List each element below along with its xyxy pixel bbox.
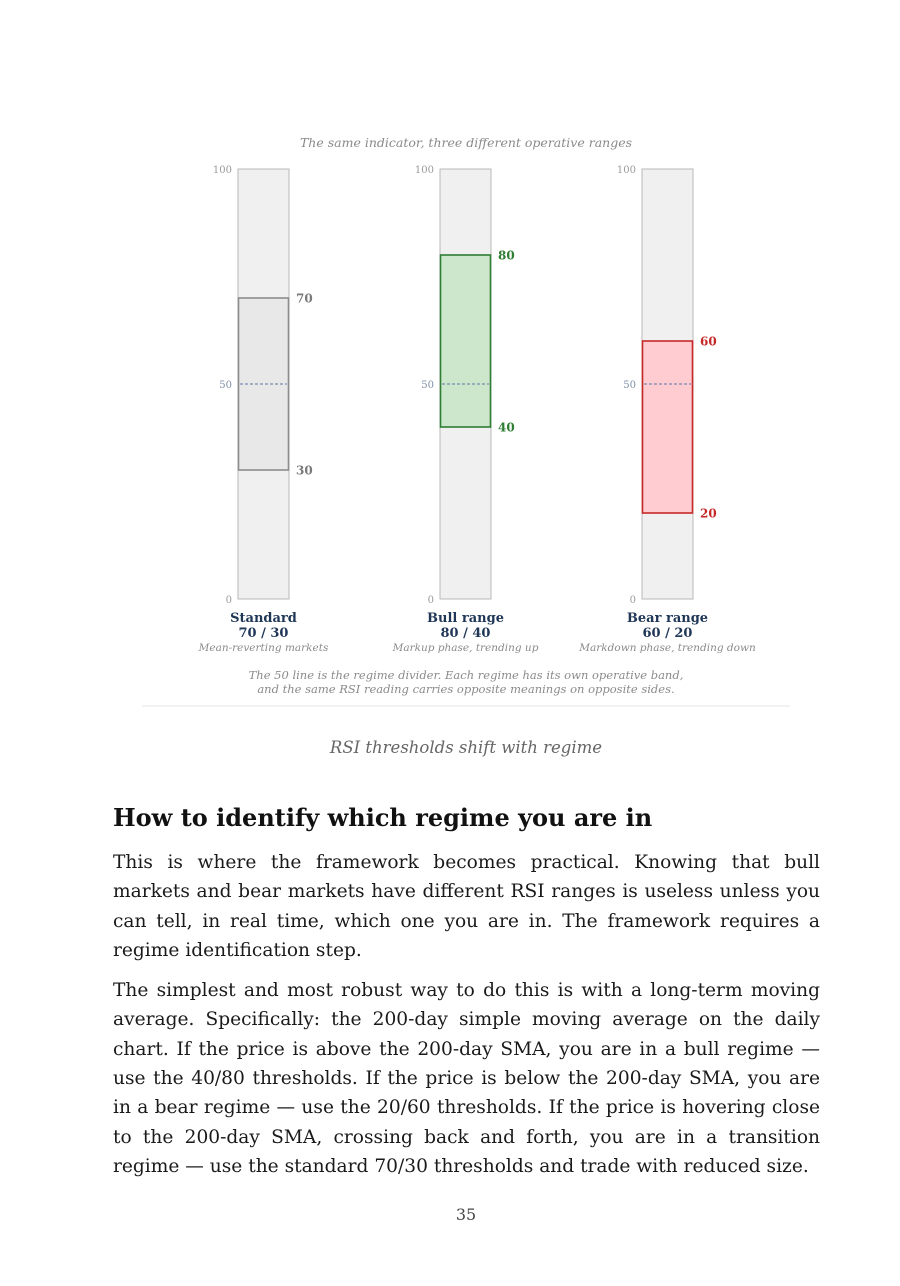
figure-subtitle: The same indicator, three different operative ranges	[299, 135, 633, 150]
page-number: 35	[455, 1205, 477, 1224]
standard-low-label: 30	[296, 463, 313, 478]
standard-description: Mean-reverting markets	[198, 642, 329, 654]
bear-range-tick-50: 50	[623, 380, 636, 391]
bull-range-high-label: 80	[498, 248, 515, 263]
chart-panels	[198, 165, 756, 654]
bear-range-thresholds: 60 / 20	[642, 626, 693, 641]
bear-range-name: Bear range	[626, 611, 709, 626]
bear-range-band	[643, 341, 693, 513]
bull-range-low-label: 40	[498, 420, 515, 435]
section-heading: How to identify which regime you are in	[113, 803, 653, 832]
bull-range-description: Markup phase, trending up	[392, 642, 539, 654]
bull-range-tick-100: 100	[414, 165, 434, 176]
bear-range-low-label: 20	[700, 506, 717, 521]
bear-range-description: Markdown phase, trending down	[579, 642, 756, 654]
bear-range-tick-0: 0	[629, 595, 636, 606]
standard-tick-0: 0	[225, 595, 232, 606]
standard-tick-100: 100	[212, 165, 232, 176]
paragraph-2: The simplest and most robust way to do this is with a long-term moving average. Specifically: the 200-day simple moving average on the daily chart. If the price is above the 200-day SMA, you are in a bull regime — use the 40/80 thresholds. If the price is below the 200-day SMA, you are in a bear regime — use the 20/60 thresholds. If the price is hovering close to the 200-day SMA, crossing back and forth, you are in a transition regime — use the standard 70/30 thresholds and trade with reduced size.	[113, 980, 820, 1177]
figure-footnote-line-2: and the same RSI reading carries opposite meanings on opposite sides.	[257, 682, 675, 696]
standard-name: Standard	[230, 611, 297, 626]
standard-tick-50: 50	[219, 380, 232, 391]
standard-thresholds: 70 / 30	[238, 626, 289, 641]
bull-range-band	[441, 255, 491, 427]
standard-high-label: 70	[296, 291, 313, 306]
bull-range-tick-0: 0	[427, 595, 434, 606]
figure-footnote-line-1: The 50 line is the regime divider. Each regime has its own operative band,	[248, 668, 684, 682]
bull-range-name: Bull range	[427, 611, 504, 626]
bull-range-tick-50: 50	[421, 380, 434, 391]
bull-range-thresholds: 80 / 40	[440, 626, 491, 641]
figure-caption: RSI thresholds shift with regime	[329, 738, 603, 757]
bear-range-tick-100: 100	[616, 165, 636, 176]
bear-range-high-label: 60	[700, 334, 717, 349]
paragraph-1: This is where the framework becomes practical. Knowing that bull markets and bear markets have different RSI ranges is useless unless you can tell, in real time, which one you are in. The framework requires a regime identification step.	[113, 852, 820, 961]
body-text	[113, 848, 820, 1192]
